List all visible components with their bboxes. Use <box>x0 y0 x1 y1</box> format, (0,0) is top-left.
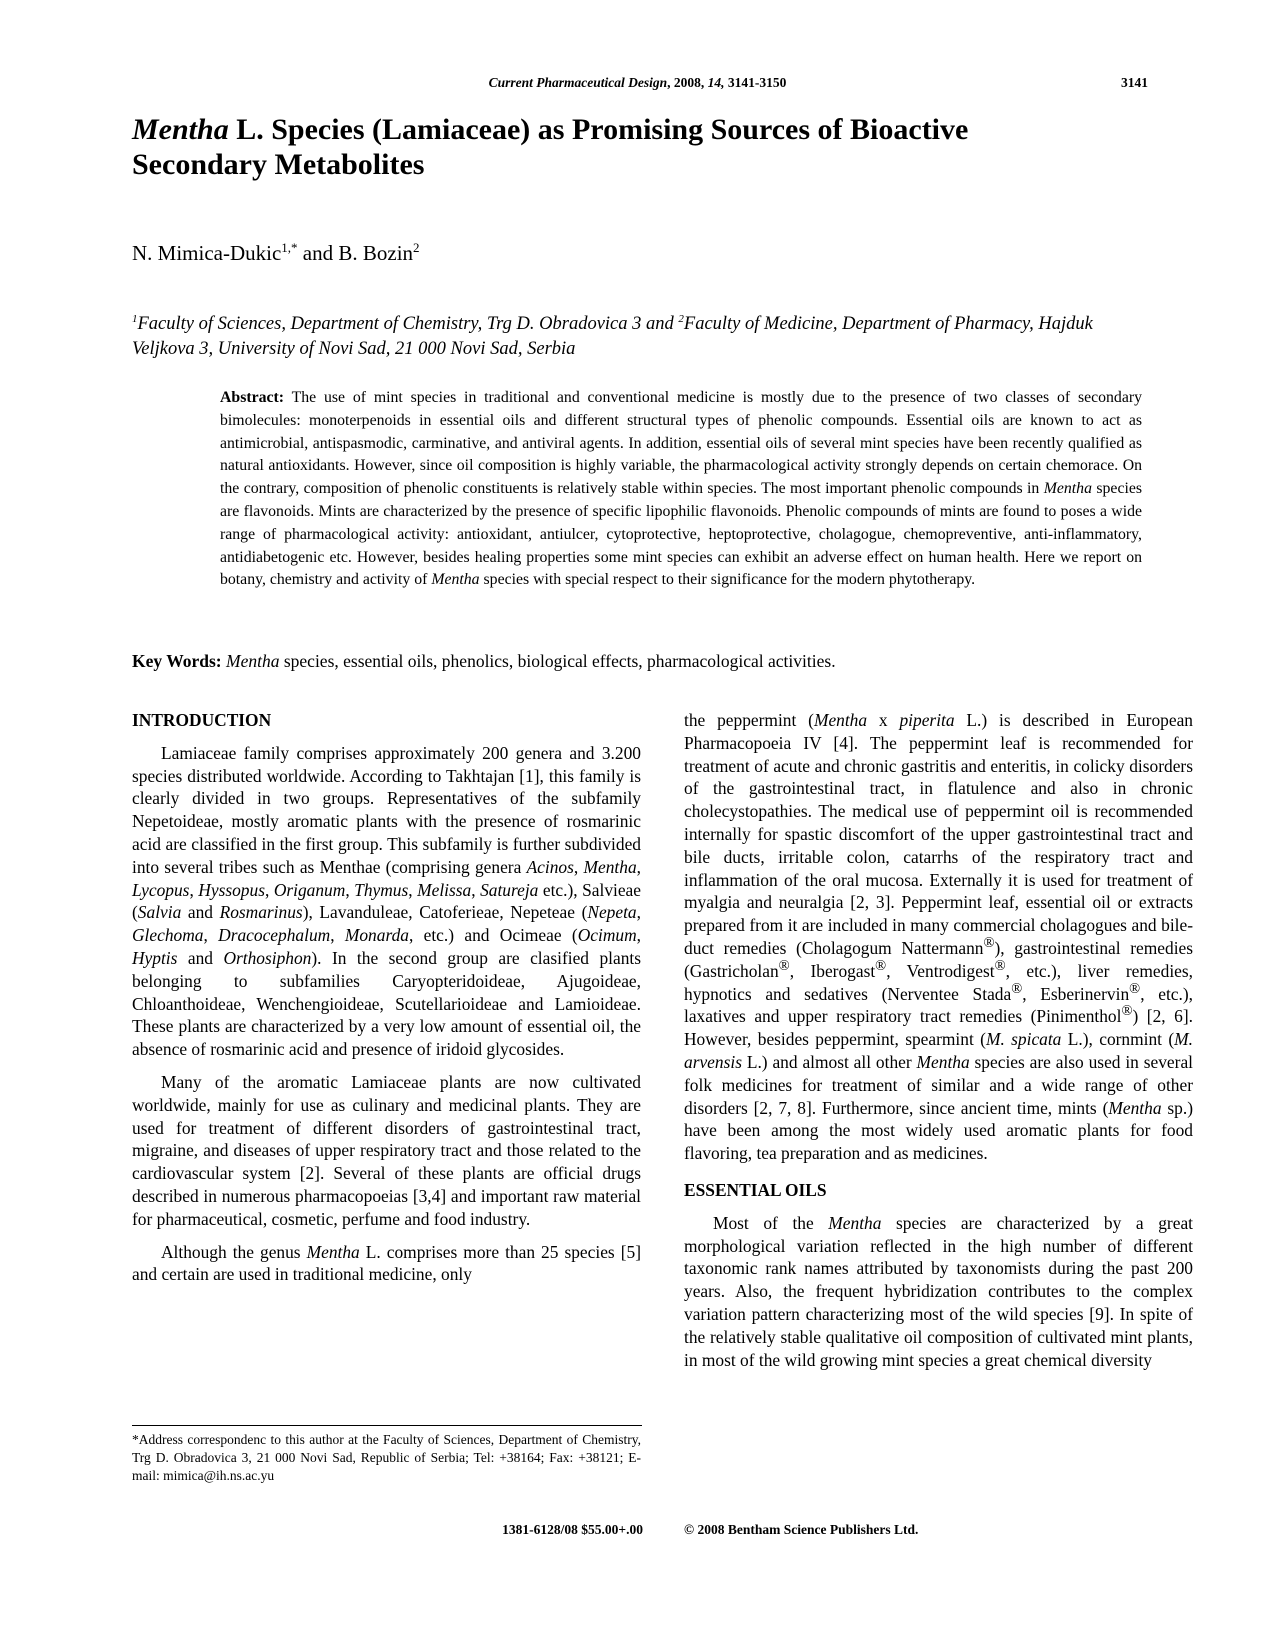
rc-text: ) [2, 6]. However, besides peppermint, spearmint ( <box>684 1006 1193 1050</box>
affiliation <box>132 312 1142 362</box>
abstract-text-3: species with special respect to their significance for the modern phytotherapy. <box>479 571 976 589</box>
genus-name: Mentha <box>813 710 868 730</box>
rc-text: , Esberinervin <box>1022 983 1130 1004</box>
abstract-italic-2: Mentha <box>431 571 480 589</box>
essential-oils-paragraph-1 <box>684 1212 1193 1372</box>
affiliation-part-2: Faculty of Medicine, Department of Pharmacy, Hajduk Veljkova 3, University of Novi Sad, 21 000 Novi Sad, Serbia <box>132 314 1093 359</box>
keywords-italic: Mentha <box>226 651 280 671</box>
journal-name: Current Pharmaceutical Design <box>488 75 668 90</box>
rc-text: the peppermint ( <box>684 710 814 730</box>
p1-sep: , <box>573 856 584 877</box>
abstract-text-2: species are flavonoids. Mints are characterized by the presence of specific lipophilic flavonoids. Phenolic compounds of mints are found to poses a wide range of pharmacological activity: antioxidant, antiulcer, cytoprotective, heptoprotective, cholagogue, chemopreventive, anti-inflammatory, antidiabetogenic etc. However, besides healing properties some mint species can exhibit an adverse effect on human health. Here we report on botany, chemistry and activity of <box>220 480 1143 589</box>
section-heading-introduction: INTRODUCTION <box>132 710 272 730</box>
footer-copyright: © 2008 Bentham Science Publishers Ltd. <box>684 1522 919 1537</box>
p1-text: etc.), Salvieae ( <box>132 879 641 923</box>
affiliation-sup-2: 2 <box>678 312 684 325</box>
genus-name: Lycopus <box>132 879 190 900</box>
p3-text: L. comprises more than 25 species [5] and certain are used in traditional medicine, only <box>132 1241 641 1285</box>
paper-title <box>132 112 1142 182</box>
genus-name: Mentha <box>583 856 637 877</box>
page-number: 3141 <box>1121 75 1148 90</box>
rc-text: sp.) have been among the most widely used aromatic plants for food flavoring, tea preparation and as medicines. <box>684 1097 1194 1164</box>
title-line2: Secondary Metabolites <box>132 148 425 181</box>
intro-paragraph-3 <box>132 1241 641 1287</box>
registered-mark: ® <box>875 957 887 974</box>
author-1-sup: 1,* <box>281 240 298 255</box>
p1-sep: , <box>636 902 641 923</box>
genus-name: Ocimum <box>577 925 637 946</box>
keywords <box>132 650 1142 672</box>
eo-text: species are characterized by a great morphological variation reflected in the high number of different taxonomic rank names attributed by taxonomists during the past 200 years. Also, the frequent hybridization contributes to the complex variation pattern characterizing most of the wild species [9]. In spite of the relatively stable qualitative oil composition of cultivated mint plants, in most of the wild growing mint species a great chemical diversity <box>684 1212 1193 1370</box>
abstract-label: Abstract: <box>220 389 285 406</box>
genus-name: Mentha <box>1108 1097 1162 1118</box>
intro-paragraph-2: Many of the aromatic Lamiaceae plants are now cultivated worldwide, mainly for use as culinary and medicinal plants. They are used for treatment of different disorders of gastrointestinal tract, migraine, and diseases of upper respiratory tract and those related to the cardiovascular system [2]. Several of these plants are official drugs described in numerous pharmacopoeias [3,4] and important raw material for pharmaceutical, cosmetic, perfume and food industry. <box>132 1071 641 1229</box>
journal-pages: 3141-3150 <box>727 75 787 90</box>
p1-sep: , <box>330 925 345 946</box>
footer-issn: 1381-6128/08 $55.00+.00 <box>502 1522 643 1537</box>
p1-sep: , <box>189 879 199 900</box>
author-1: N. Mimica-Dukic <box>132 241 282 265</box>
rc-text: species are also used in several folk medicines for treatment of similar and a wide range of other disorders [2, 7, 8]. Furthermore, since ancient time, mints ( <box>684 1051 1193 1118</box>
registered-mark: ® <box>983 935 995 952</box>
genus-name: Satureja <box>480 879 539 900</box>
genus-name: Melissa <box>417 879 472 900</box>
genus-name: Glechoma <box>132 925 204 946</box>
rc-text: L.) and almost all other <box>741 1051 917 1072</box>
rc-text: x <box>867 710 900 730</box>
p1-sep: , <box>345 879 355 900</box>
affiliation-sup-1: 1 <box>132 312 138 325</box>
rc-text: , etc.), laxatives and upper respiratory tract remedies (Pinimenthol <box>684 983 1194 1027</box>
registered-mark: ® <box>994 957 1006 974</box>
abstract-text-1: The use of mint species in traditional and conventional medicine is mostly due to the presence of two classes of secondary bimolecules: monoterpenoids in essential oils and different structural types of phenolic compounds. Essential oils are known to act as antimicrobial, antispasmodic, carminative, and antiviral agents. In addition, essential oils of several mint species have been recently qualified as natural antioxidants. However, since oil composition is highly variable, the pharmacological activity strongly depends on certain chemorace. On the contrary, composition of phenolic constituents is relatively stable within species. The most important phenolic compounds in <box>220 389 1142 498</box>
genus-name: Orthosiphon <box>223 947 312 968</box>
registered-mark: ® <box>1011 980 1023 997</box>
rc-text: L.), cornmint ( <box>1061 1029 1175 1050</box>
p1-sep: , <box>471 879 481 900</box>
eo-text: Most of the <box>713 1212 829 1233</box>
author-2-sup: 2 <box>413 240 420 255</box>
species-name: M. arvensis <box>684 1029 1193 1072</box>
p1-text: and <box>181 902 220 923</box>
affiliation-part-1: Faculty of Sciences, Department of Chemistry, Trg D. Obradovica 3 and <box>137 314 679 334</box>
p1-sep: , <box>408 879 418 900</box>
genus-name: Rosmarinus <box>219 902 303 923</box>
intro-paragraph-3-continued <box>684 709 1193 1165</box>
rc-text: , Iberogast <box>789 960 876 981</box>
author-2: and B. Bozin <box>297 241 414 265</box>
genus-name: Mentha <box>828 1212 882 1233</box>
genus-name: Nepeta <box>587 902 637 923</box>
keywords-text: species, essential oils, phenolics, biological effects, pharmacological activities. <box>279 651 836 671</box>
registered-mark: ® <box>1129 980 1141 997</box>
p1-sep: , <box>636 856 641 877</box>
p1-text: and <box>177 947 224 968</box>
p1-text: ). In the second group are clasified plants belonging to subfamilies Caryopteridoideae, Ajugoideae, Chloanthoideae, Wenchengioideae, Scutellarioideae and Lamioideae. These plants are characterized by a very low amount of essential oil, the absence of rosmarinic acid and presence of iridoid glycosides. <box>132 947 641 1060</box>
footnote-divider <box>132 1425 642 1426</box>
p1-text: ), Lavanduleae, Catoferieae, Nepeteae ( <box>302 902 588 923</box>
rc-text: , etc.), liver remedies, hypnotics and sedatives (Nerventee Stada <box>684 960 1193 1004</box>
p1-text: Lamiaceae family comprises approximately 200 genera and 3.200 species distributed worldwide. According to Takhtajan [1], this family is clearly divided in two groups. Representatives of the subfamily Nepetoideae, mostly aromatic plants with the presence of rosmarinic acid are classified in the first group. This subfamily is further subdivided into several tribes such as Menthae (comprising genera <box>132 742 641 877</box>
abstract-italic-1: Mentha <box>1043 480 1092 498</box>
rc-text: ), gastrointestinal remedies (Gastricholan <box>684 937 1194 981</box>
genus-name: Thymus <box>354 879 409 900</box>
title-genus: Mentha <box>132 113 229 146</box>
right-column <box>684 709 1193 1381</box>
journal-volume: 14, <box>707 75 725 90</box>
genus-name: Salvia <box>137 902 182 923</box>
genus-name: Acinos <box>526 856 574 877</box>
rc-text: , Ventrodigest <box>886 960 995 981</box>
journal-year: 2008, <box>673 75 705 90</box>
author-list <box>132 240 420 266</box>
intro-paragraph-1 <box>132 742 641 1061</box>
keywords-label: Key Words: <box>132 651 222 671</box>
title-line1: L. Species (Lamiaceae) as Promising Sources of Bioactive <box>228 113 969 146</box>
species-name: M. spicata <box>985 1029 1062 1050</box>
p1-sep: , <box>264 879 274 900</box>
abstract <box>220 387 1142 592</box>
p1-text: , etc.) and Ocimeae ( <box>408 925 578 946</box>
genus-name: Dracocephalum <box>218 925 331 946</box>
section-heading-essential-oils: ESSENTIAL OILS <box>684 1179 827 1200</box>
genus-name: Monarda <box>344 925 409 946</box>
p1-sep: , <box>636 925 641 946</box>
footnote: *Address correspondenc to this author at the Faculty of Sciences, Department of Chemistry, Trg D. Obradovica 3, 21 000 Novi Sad, Republic of Serbia; Tel: +38164; Fax: +38121; E-mail: mimica@ih.ns.ac.yu <box>132 1432 641 1483</box>
species-name: piperita <box>899 710 955 730</box>
genus-name: Hyptis <box>132 947 178 968</box>
p1-sep: , <box>203 925 219 946</box>
journal-header: Current Pharmaceutical Design, 2008, 14, 3141-3150 <box>488 75 787 90</box>
genus-name: Mentha <box>916 1051 970 1072</box>
registered-mark: ® <box>1121 1003 1133 1020</box>
genus-name: Origanum <box>273 879 346 900</box>
rc-text: L.) is described in European Pharmacopoeia IV [4]. The peppermint leaf is recommended for treatment of acute and chronic gastritis and enteritis, in colicky disorders of the gastrointestinal tract, in flatulence and also in chronic cholecystopathies. The medical use of peppermint oil is recommended internally for spastic discomfort of the upper gastrointestinal tract and bile ducts, irritable colon, catarrhs of the respiratory tract and inflammation of the oral mucosa. Externally it is used for treatment of myalgia and neuralgia [2, 3]. Peppermint leaf, essential oil or extracts prepared from it are included in many commercial cholagogues and bile-duct remedies (Cholagogum Nattermann <box>684 710 1193 958</box>
p3-text: Although the genus <box>161 1241 307 1262</box>
genus-name: Mentha <box>306 1241 360 1262</box>
left-column <box>132 709 641 1296</box>
genus-name: Hyssopus <box>198 879 265 900</box>
registered-mark: ® <box>778 957 790 974</box>
